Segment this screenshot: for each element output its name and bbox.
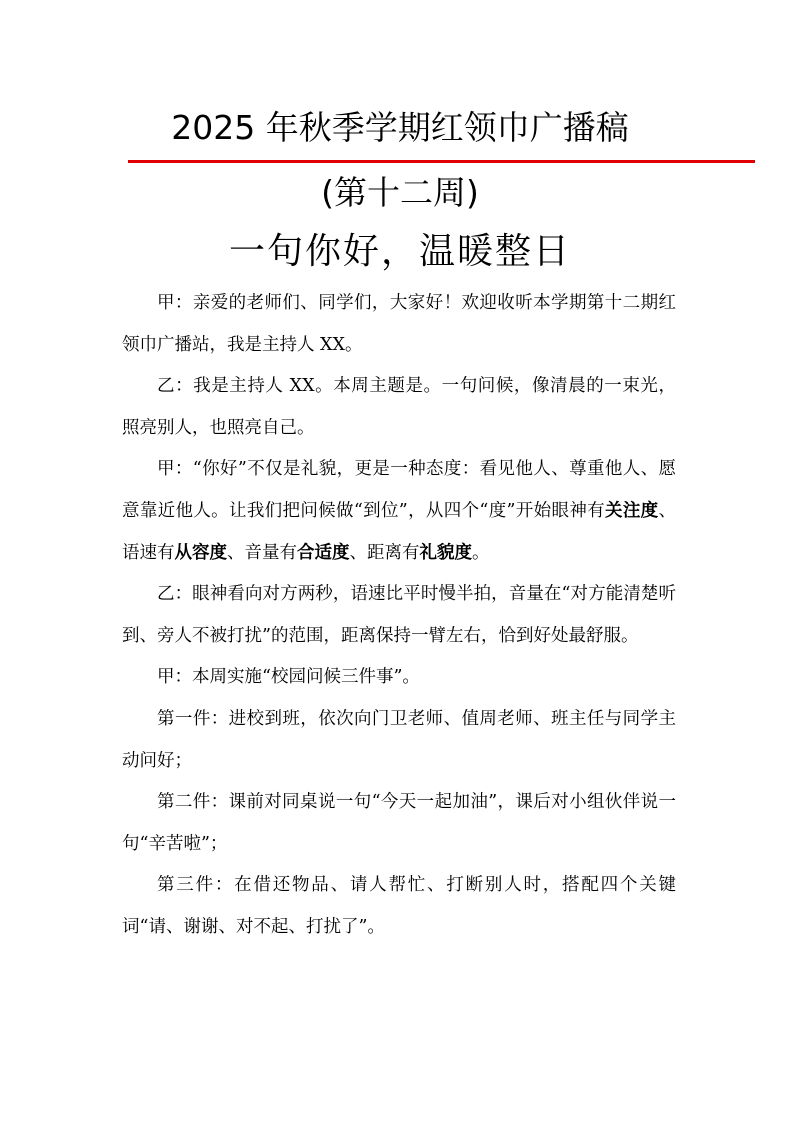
four-degrees-text: 甲：“你好”不仅是礼貌，更是一种态度：看见他人、尊重他人、愿意靠近他人。让我们把问候做“到位”，从四个“度”开始眼神有 xyxy=(122,459,676,521)
paragraph-third-thing: 第三件：在借还物品、请人帮忙、打断别人时，搭配四个关键词“请、谢谢、对不起、打扰了”。 xyxy=(122,875,676,937)
week-subtitle: (第十二周) xyxy=(321,173,479,212)
highlight-composure: 从容度 xyxy=(174,542,227,563)
highlight-volume: 合适度 xyxy=(297,542,350,563)
paragraph-theme-intro: 乙：我是主持人 XX。本周主题是。一句问候，像清晨的一束光，照亮别人，也照亮自己。 xyxy=(122,376,676,438)
four-degrees-text: 。 xyxy=(472,542,490,563)
paragraph-three-things-intro: 甲：本周实施“校园问候三件事”。 xyxy=(157,667,420,688)
paragraph-greeting: 甲：亲爱的老师们、同学们，大家好！欢迎收听本学期第十二期红领巾广播站，我是主持人 XX。 xyxy=(122,293,676,355)
paragraph-details: 乙：眼神看向对方两秒，语速比平时慢半拍，音量在“对方能清楚听到、旁人不被打扰”的范围，距离保持一臂左右，恰到好处最舒服。 xyxy=(122,584,676,646)
red-divider-line xyxy=(128,160,755,163)
paragraph-four-degrees xyxy=(122,449,676,574)
theme-heading: 一句你好，温暖整日 xyxy=(228,231,571,272)
paragraph-second-thing: 第二件：课前对同桌说一句“今天一起加油”，课后对小组伙伴说一句“辛苦啦”； xyxy=(122,792,676,854)
four-degrees-text: 、距离有 xyxy=(349,542,420,563)
four-degrees-text: 、语速有 xyxy=(122,500,676,563)
paragraph-first-thing: 第一件：进校到班，依次向门卫老师、值周老师、班主任与同学主动问好； xyxy=(122,708,676,771)
document-title: 2025 年秋季学期红领巾广播稿 xyxy=(171,108,629,147)
highlight-attention: 关注度 xyxy=(604,500,659,521)
highlight-politeness: 礼貌度 xyxy=(419,542,472,563)
four-degrees-text: 、音量有 xyxy=(227,542,297,563)
broadcast-script-body xyxy=(122,283,676,949)
